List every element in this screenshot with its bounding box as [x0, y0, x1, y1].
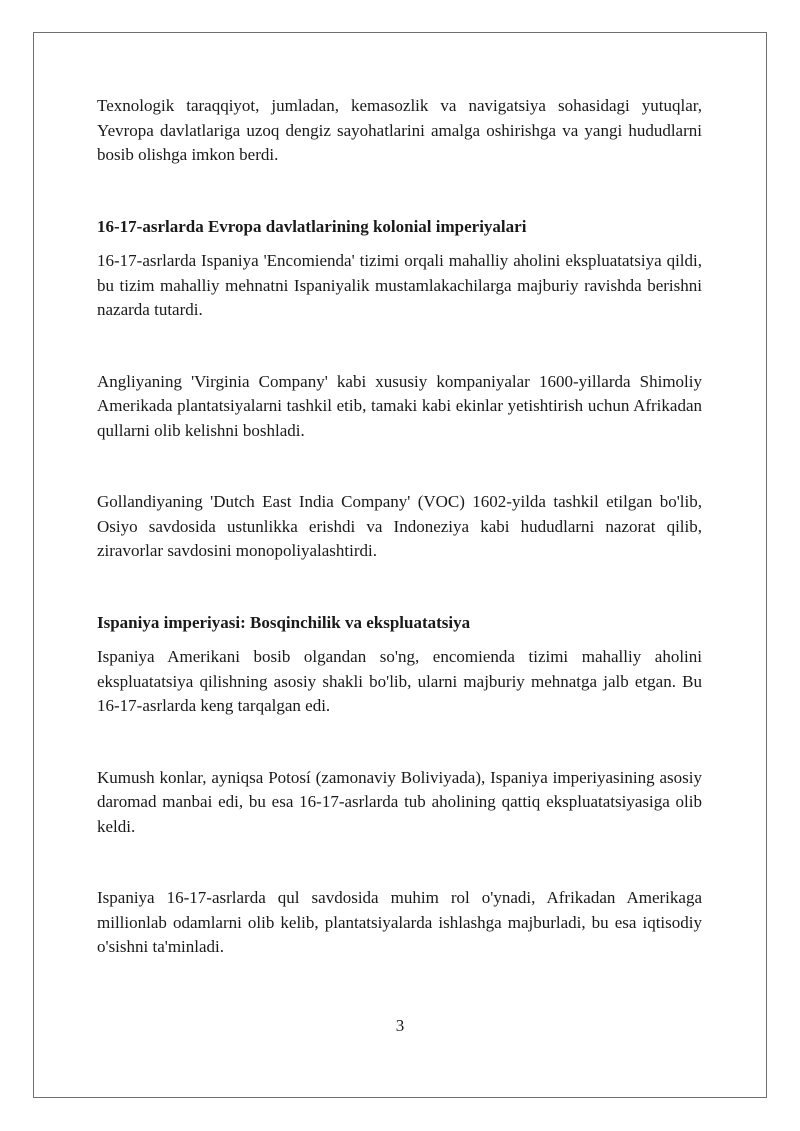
paragraph-dutch-east-india: Gollandiyaning 'Dutch East India Company' (VOC) 1602-yilda tashkil etilgan bo'lib, Osiyo savdosida ustunlikka erishdi va Indoneziya kabi hududlarni nazorat qilib, ziravorlar savdosini monopoliyalashtirdi. [97, 492, 702, 560]
paragraph-slave-trade: Ispaniya 16-17-asrlarda qul savdosida muhim rol o'ynadi, Afrikadan Amerikaga millionlab odamlarni olib kelib, plantatsiyalarda ishlashga majburladi, bu esa iqtisodiy o'sishni ta'minladi. [97, 888, 702, 956]
page-number: 3 [395, 1016, 405, 1035]
heading-colonial-empires: 16-17-asrlarda Evropa davlatlarining kolonial imperiyalari [97, 216, 527, 236]
paragraph-encomienda: 16-17-asrlarda Ispaniya 'Encomienda' tizimi orqali mahalliy aholini ekspluatatsiya qildi, bu tizim mahalliy mehnatni Ispaniyalik mustamlakachilarga majburiy ravishda berishni nazarda tutardi. [97, 251, 702, 319]
heading-spanish-empire: Ispaniya imperiyasi: Bosqinchilik va ekspluatatsiya [97, 612, 471, 632]
paragraph-virginia-company: Angliyaning 'Virginia Company' kabi xususiy kompaniyalar 1600-yillarda Shimoliy Amerikada plantatsiyalarni tashkil etib, tamaki kabi ekinlar yetishtirish uchun Afrikadan qullarni olib kelishni boshladi. [97, 371, 702, 440]
paragraph-technology: Texnologik taraqqiyot, jumladan, kemasozlik va navigatsiya sohasidagi yutuqlar, Yevropa davlatlariga uzoq dengiz sayohatlarini amalga oshirishga va yangi hududlarni bosib olishga imkon berdi. [97, 96, 702, 164]
paragraph-silver-mines: Kumush konlar, ayniqsa Potosí (zamonaviy Boliviyada), Ispaniya imperiyasining asosiy daromad manbai edi, bu esa 16-17-asrlarda tub aholining qattiq ekspluatatsiyasiga olib keldi. [97, 767, 702, 836]
paragraph-encomienda-exploitation: Ispaniya Amerikani bosib olgandan so'ng, encomienda tizimi mahalliy aholini ekspluatatsiya qilishning asosiy shakli bo'lib, ularni majburiy mehnatga jalb etgan. Bu 16-17-asrlarda keng tarqalgan edi. [97, 647, 702, 715]
page-content [97, 94, 702, 960]
